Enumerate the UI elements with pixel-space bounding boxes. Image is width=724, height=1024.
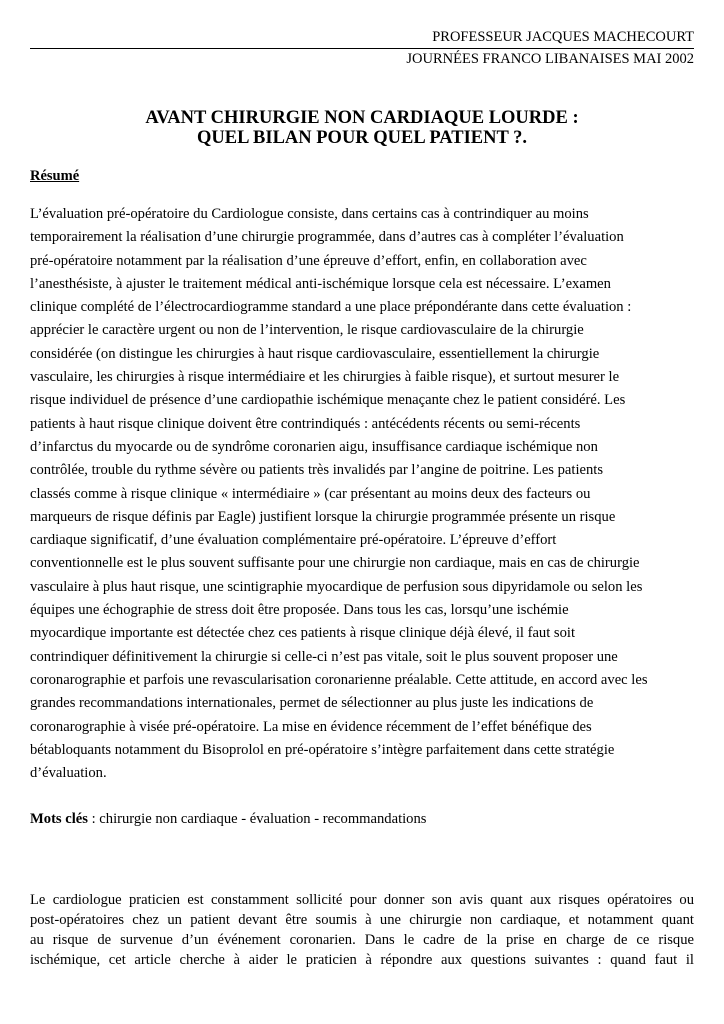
page-header bbox=[30, 28, 694, 69]
abstract-paragraph bbox=[30, 203, 700, 785]
abstract-line: coronarographie et parfois une revascularisation coronarienne préalable. Cette attitude, en accord avec les bbox=[30, 671, 648, 688]
abstract-line: patients à haut risque clinique doivent être contrindiqués : antécédents récents ou semi-récents bbox=[30, 415, 581, 432]
document-title bbox=[30, 108, 694, 148]
abstract-line: bétabloquants notamment du Bisoprolol en pré-opératoire s’intègre parfaitement dans cette stratégie bbox=[30, 741, 615, 758]
title-line-1: AVANT CHIRURGIE NON CARDIAQUE LOURDE : bbox=[145, 108, 579, 128]
abstract-line: équipes une échographie de stress doit être proposée. Dans tous les cas, lorsqu’une ischémie bbox=[30, 602, 569, 619]
abstract-line: marqueurs de risque définis par Eagle) justifient lorsque la chirurgie programmée présente un risque bbox=[30, 508, 616, 525]
abstract-line: myocardique importante est détectée chez ces patients à risque clinique déjà élevé, il faut soit bbox=[30, 625, 576, 642]
abstract-line: vasculaire à plus haut risque, une scintigraphie myocardique de perfusion sous dipyridamole ou selon les bbox=[30, 578, 643, 595]
abstract-line: contrôlée, trouble du rythme sévère ou patients très invalidés par l’angine de poitrine. Les patients bbox=[30, 462, 604, 479]
header-author: PROFESSEUR JACQUES MACHECOURT bbox=[30, 28, 694, 49]
abstract-line: coronarographie à visée pré-opératoire. La mise en évidence récemment de l’effet bénéfique des bbox=[30, 718, 592, 735]
abstract-line: conventionnelle est le plus souvent suffisante pour une chirurgie non cardiaque, mais en cas de chirurgie bbox=[30, 555, 640, 572]
abstract-line: classés comme à risque clinique « intermédiaire » (car présentant au moins deux des facteurs ou bbox=[30, 485, 591, 502]
intro-line: au risque de survenue d’un événement coronarien. Dans le cadre de la prise en charge de ce risque bbox=[30, 932, 694, 948]
abstract-line: considérée (on distingue les chirurgies à haut risque cardiovasculaire, essentiellement la chirurgie bbox=[30, 345, 600, 362]
intro-line: post-opératoires chez un patient devant être soumis à une chirurgie non cardiaque, et notamment quant bbox=[30, 912, 694, 928]
intro-paragraph bbox=[30, 890, 694, 970]
abstract-line: L’évaluation pré-opératoire du Cardiologue consiste, dans certains cas à contrindiquer au moins bbox=[30, 206, 589, 222]
keywords bbox=[30, 811, 426, 828]
abstract-line: risque individuel de présence d’une cardiopathie ischémique menaçante chez le patient considéré. Les bbox=[30, 392, 626, 409]
abstract-line: l’anesthésiste, à ajuster le traitement médical anti-ischémique lorsque cela est nécessaire. L’examen bbox=[30, 275, 611, 292]
abstract-line: grandes recommandations internationales, permet de sélectionner au plus juste les indications de bbox=[30, 695, 594, 712]
header-event: JOURNÉES FRANCO LIBANAISES MAI 2002 bbox=[406, 51, 694, 67]
title-line-2: QUEL BILAN POUR QUEL PATIENT ?. bbox=[197, 128, 527, 148]
keywords-text: : chirurgie non cardiaque - évaluation - recommandations bbox=[87, 811, 427, 827]
intro-line: ischémique, cet article cherche à aider le praticien à répondre aux questions suivantes : quand faut il bbox=[30, 952, 694, 968]
abstract-line: cardiaque significatif, d’une évaluation complémentaire pré-opératoire. L’épreuve d’effort bbox=[30, 532, 557, 549]
intro-line: Le cardiologue praticien est constamment sollicité pour donner son avis quant aux risques opératoires ou bbox=[30, 892, 694, 908]
keywords-label: Mots clés bbox=[30, 811, 88, 827]
abstract-line: vasculaire, les chirurgies à risque intermédiaire et les chirurgies à faible risque), et surtout mesurer le bbox=[30, 369, 620, 386]
abstract-line: pré-opératoire notamment par la réalisation d’une épreuve d’effort, enfin, en collaboration avec bbox=[30, 252, 587, 269]
abstract-line: d’infarctus du myocarde ou de syndrôme coronarien aigu, insuffisance cardiaque ischémique non bbox=[30, 438, 598, 455]
abstract-line: temporairement la réalisation d’une chirurgie programmée, dans d’autres cas à compléter l’évaluation bbox=[30, 229, 624, 246]
abstract-line: apprécier le caractère urgent ou non de l’intervention, le risque cardiovasculaire de la chirurgie bbox=[30, 322, 584, 339]
abstract-line: d’évaluation. bbox=[30, 765, 107, 782]
abstract-heading: Résumé bbox=[30, 168, 80, 184]
abstract-line: contrindiquer définitivement la chirurgie si celle-ci n’est pas vitale, soit le plus souvent proposer une bbox=[30, 648, 618, 665]
abstract-line: clinique complété de l’électrocardiogramme standard a une place prépondérante dans cette évaluation : bbox=[30, 299, 632, 316]
